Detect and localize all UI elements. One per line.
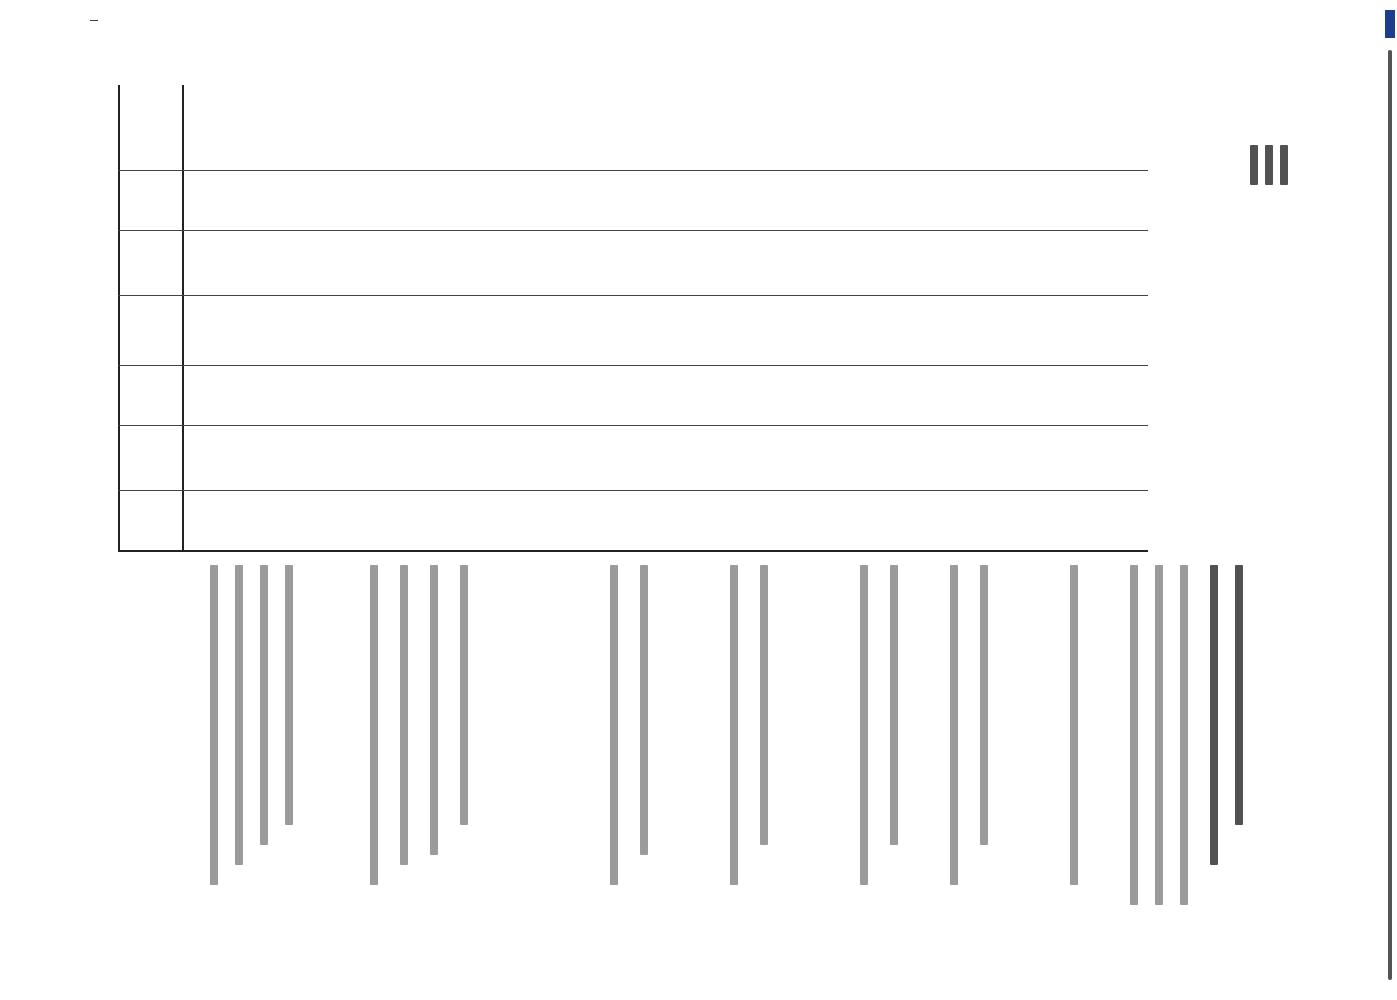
marginal-note-strip [1385,10,1395,990]
table-rule-bottom [118,550,1148,552]
table-region [70,85,1290,965]
logo-badge [1385,10,1395,38]
table-rule-header [182,85,184,550]
table-rule-left [118,85,120,550]
